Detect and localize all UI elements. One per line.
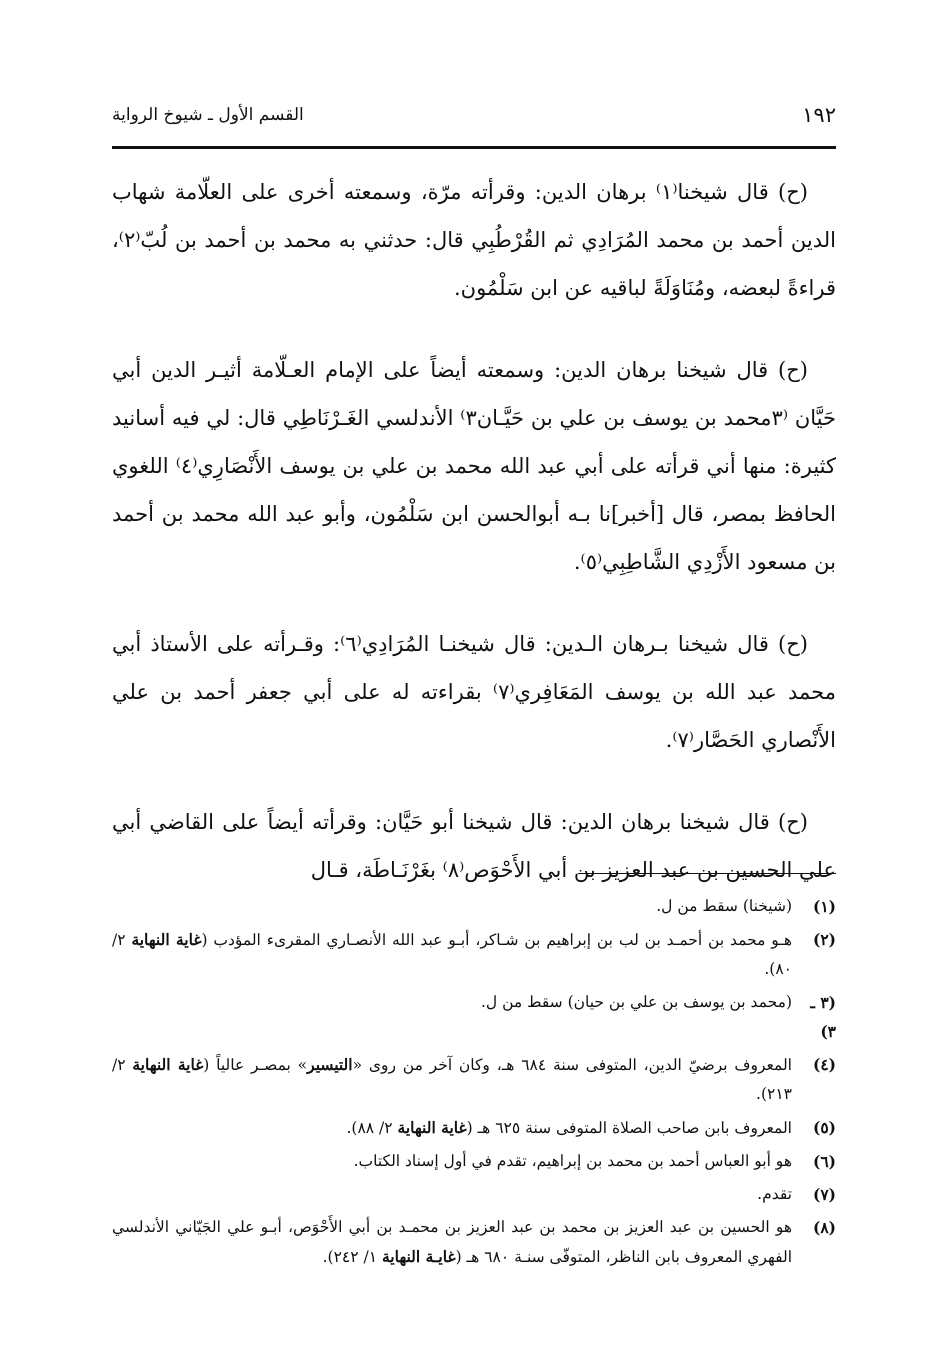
footnote-segment: ٢/ ٨٨).: [346, 1119, 398, 1137]
footnote-text: [112, 892, 792, 921]
footnote-mark: (٥): [812, 1118, 836, 1137]
footnote-text: [112, 1180, 792, 1209]
footnote-text: [112, 925, 792, 984]
header-rule: [112, 146, 836, 149]
footnote-mark: (٢): [812, 930, 836, 949]
footnote-source-title: غاية النهاية: [132, 1055, 204, 1074]
footnote-text: [112, 988, 792, 1046]
footnote-segment: المعروف بابن صاحب الصلاة المتوفى سنة ٦٢٥ هـ (: [466, 1119, 792, 1137]
footnote-segment: هو الحسين بن عبد العزيز بن محمد بن عبد العزيز بن محمـد بن أبي الأَحْوَص، أبـو علي الجَيّاني الأندلسي الفهري المعروف بابن الناظر، المتوفّى سنـة ٦٨٠ هـ (: [112, 1218, 792, 1266]
footnote-source-title: غاية النهاية: [397, 1118, 467, 1137]
footnote-segment: المعروف برضيّ الدين، المتوفى سنة ٦٨٤ هـ، وكان آخر من روى «: [352, 1056, 792, 1074]
footnote-mark: (٣ ـ ٣): [810, 993, 836, 1041]
footnote-text: [112, 1113, 792, 1143]
footnote-segment: هو أبو العباس أحمد بن محمد بن إبراهيم، تقدم في أول إسناد الكتاب.: [353, 1152, 792, 1170]
running-title: القسم الأول ـ شيوخ الرواية: [112, 105, 304, 125]
footnote-segment: ١/ ٢٤٢).: [322, 1248, 382, 1266]
paragraph: (ح) قال شيخنا⁽١⁾ برهان الدين: وقرأته مرّة، وسمعته أخرى على العلّامة شهاب الدين أحمد بن محمد المُرَادِي ثم القُرْطُبِي قال: حدثني به محمد بن أحمد بن لُبّ⁽٢⁾، قراءةً لبعضه، ومُنَاوَلَةً لباقيه عن ابن سَلْمُون.: [112, 180, 836, 300]
footnote-text: [112, 1213, 792, 1272]
main-text: [112, 168, 836, 928]
page-number: ١٩٢: [802, 103, 836, 127]
footnote-mark: (٦): [812, 1152, 836, 1171]
footnote: [112, 892, 836, 921]
footnote: [112, 988, 836, 1046]
paragraph: (ح) قال شيخنا برهان الدين: قال شيخنا أبو حَيَّان: وقرأته أيضاً على القاضي أبي علي الحسين بن عبد العزيز بن أبي الأَحْوَص⁽٨⁾ بغَرْنَـاطَة، قـال: [112, 810, 836, 882]
footnote: [112, 1213, 836, 1272]
footnote-source-title: غاية النهاية: [131, 930, 202, 949]
footnote-segment: (محمد بن يوسف بن علي بن حيان) سقط من ل.: [480, 993, 792, 1011]
footnote: [112, 1113, 836, 1143]
footnote-segment: هـو محمد بن أحمـد بن لب بن إبراهيم بن شـاكر، أبـو عبد الله الأنصـاري المقرىء المؤدب (: [201, 931, 793, 949]
page-header: [112, 92, 836, 138]
footnote-mark: (٨): [812, 1218, 836, 1237]
paragraph: (ح) قال شيخنا بـرهان الـدين: قال شيخنـا المُرَادِي⁽٦⁾: وقـرأته على الأستاذ أبي محمد عبد الله بن يوسف المَعَافِري⁽٧⁾ بقراءته له على أبي جعفر أحمد بن علي الأَنْصاري الحَصَّار⁽٧⁾.: [112, 632, 836, 752]
footnote-mark: (٤): [812, 1055, 836, 1074]
paragraph: (ح) قال شيخنا برهان الدين: وسمعته أيضاً على الإمام العـلّامة أثيـر الدين أبي حَيَّان ⁽٣محمد بن يوسف بن علي بن حَيَّـان٣⁾ الأندلسي الغَـرْنَاطِي قال: لي فيه أسانيد كثيرة: منها أني قرأته على أبي عبد الله محمد بن علي بن يوسف الأَنْصَارِي⁽٤⁾ اللغوي الحافظ بمصر، قال [أخبر]نا بـه أبوالحسن ابن سَلْمُون، وأبو عبد الله محمد بن أحمد بن مسعود الأَزْدِي الشَّاطِبِي⁽٥⁾.: [112, 358, 837, 574]
footnote-separator: [578, 873, 836, 874]
footnote-mark: (١): [812, 897, 836, 916]
footnote-source-title: غايـة النهاية: [381, 1247, 456, 1266]
footnote-mark: (٧): [812, 1185, 836, 1204]
footnote-segment: (شيخنا) سقط من ل.: [656, 897, 792, 915]
footnotes: [112, 892, 836, 1276]
footnote-text: [112, 1050, 792, 1109]
footnote: [112, 925, 836, 984]
footnote-segment: تقدم.: [757, 1185, 792, 1203]
footnote-segment: ٢/ ٨٠).: [112, 931, 792, 978]
footnote-segment: » بمصـر عالياً (: [203, 1056, 308, 1074]
footnote-text: [112, 1147, 792, 1176]
footnote-segment: ٢/ ٢١٣).: [112, 1056, 792, 1103]
footnote-source-title: التيسير: [307, 1055, 353, 1074]
footnote: [112, 1180, 836, 1209]
footnote: [112, 1050, 836, 1109]
footnote: [112, 1147, 836, 1176]
